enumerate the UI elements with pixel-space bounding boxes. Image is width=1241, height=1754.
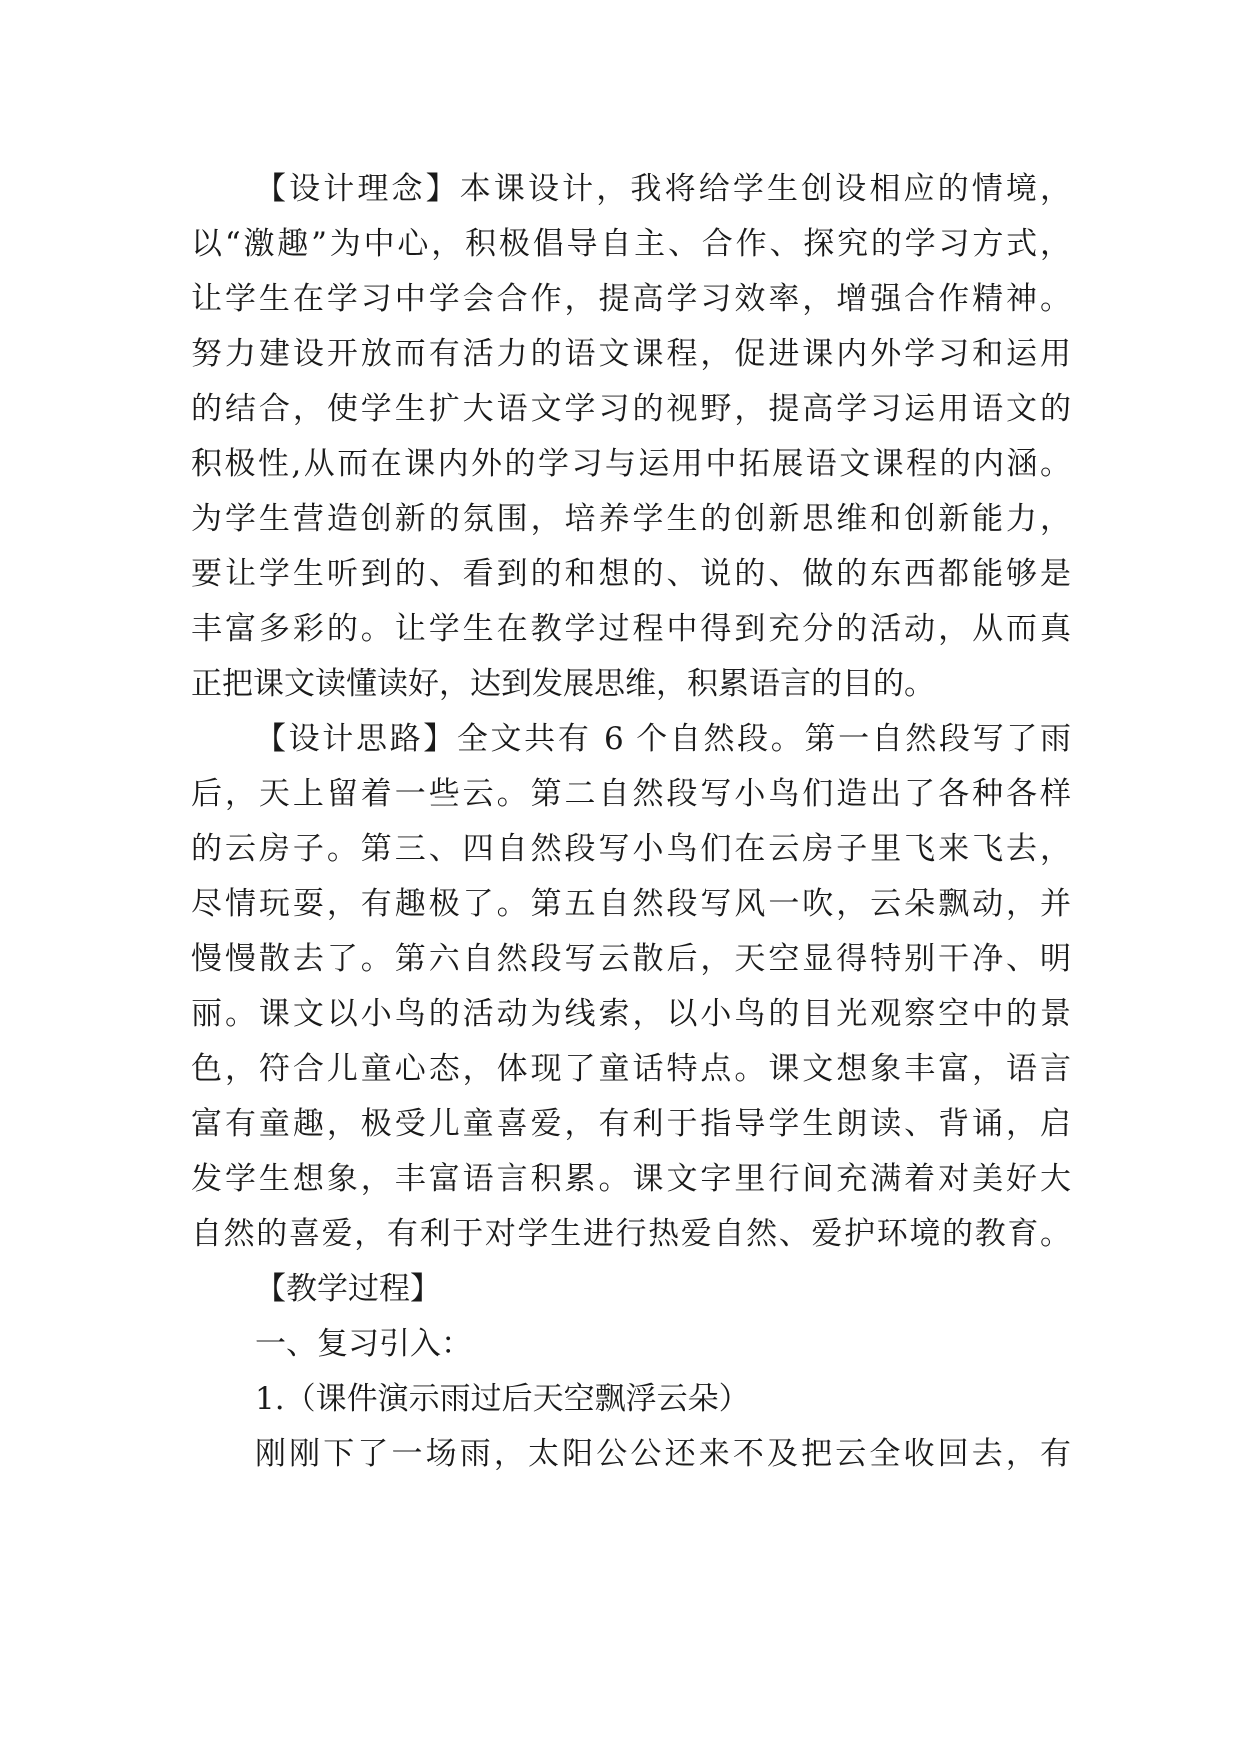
text-line: 刚刚下了一场雨，太阳公公还来不及把云全收回去，有 xyxy=(255,1436,1071,1472)
text-line: 以“激趣”为中心，积极倡导自主、合作、探究的学习方式， xyxy=(191,226,1071,262)
text-line: 努力建设开放而有活力的语文课程，促进课内外学习和运用 xyxy=(191,336,1071,372)
list-item: 1.（课件演示雨过后天空飘浮云朵） xyxy=(255,1381,750,1417)
text-line: 让学生在学习中学会合作，提高学习效率，增强合作精神。 xyxy=(191,281,1071,317)
text-line: 丰富多彩的。让学生在教学过程中得到充分的活动，从而真 xyxy=(191,611,1071,647)
text-line: 富有童趣，极受儿童喜爱，有利于指导学生朗读、背诵，启 xyxy=(191,1106,1071,1142)
text-line: 【设计理念】本课设计，我将给学生创设相应的情境， xyxy=(255,171,1071,207)
text-line: 慢慢散去了。第六自然段写云散后，天空显得特别干净、明 xyxy=(191,941,1071,977)
text-line: 积极性,从而在课内外的学习与运用中拓展语文课程的内涵。 xyxy=(191,446,1071,482)
text-line: 的结合，使学生扩大语文学习的视野，提高学习运用语文的 xyxy=(191,391,1071,427)
text-line: 要让学生听到的、看到的和想的、说的、做的东西都能够是 xyxy=(191,556,1071,592)
text-line: 丽。课文以小鸟的活动为线索，以小鸟的目光观察空中的景 xyxy=(191,996,1071,1032)
text-line: 后，天上留着一些云。第二自然段写小鸟们造出了各种各样 xyxy=(191,776,1071,812)
section-heading: 【教学过程】 xyxy=(255,1271,441,1307)
text-line: 【设计思路】全文共有 6 个自然段。第一自然段写了雨 xyxy=(255,721,1071,757)
text-line: 自然的喜爱，有利于对学生进行热爱自然、爱护环境的教育。 xyxy=(191,1216,1071,1252)
subsection-heading: 一、复习引入： xyxy=(255,1326,472,1362)
text-line: 为学生营造创新的氛围，培养学生的创新思维和创新能力， xyxy=(191,501,1071,537)
text-line: 发学生想象，丰富语言积累。课文字里行间充满着对美好大 xyxy=(191,1161,1071,1197)
text-line: 正把课文读懂读好，达到发展思维，积累语言的目的。 xyxy=(191,666,935,702)
text-line: 色，符合儿童心态，体现了童话特点。课文想象丰富，语言 xyxy=(191,1051,1071,1087)
text-line: 的云房子。第三、四自然段写小鸟们在云房子里飞来飞去， xyxy=(191,831,1071,867)
text-line: 尽情玩耍，有趣极了。第五自然段写风一吹，云朵飘动，并 xyxy=(191,886,1071,922)
